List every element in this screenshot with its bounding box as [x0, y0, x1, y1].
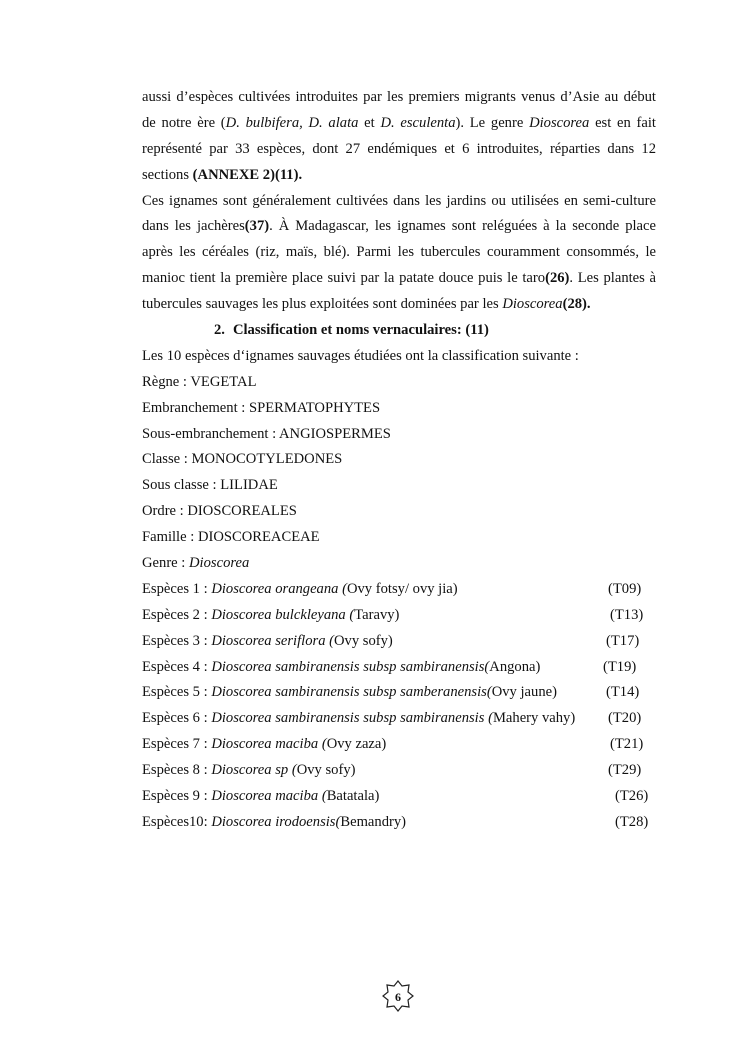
- species-label: Espèces10:: [142, 813, 212, 830]
- species-name: Dioscorea orangeana (: [211, 580, 347, 597]
- vernacular-name: Mahery vahy): [492, 710, 576, 727]
- species-name: Dioscorea sambiranensis subsp samberanensis(: [211, 684, 492, 701]
- taxonomy-label: Genre :: [142, 555, 190, 572]
- species-code: (T14): [606, 684, 640, 701]
- document-body: [142, 85, 656, 836]
- taxonomy-label: Famille :: [142, 529, 198, 546]
- species-label: Espèces 8 :: [142, 762, 212, 779]
- paragraph-2-line-3: après les céréales (riz, maïs, blé). Parmi les tubercules couramment consommés, le: [142, 244, 656, 261]
- vernacular-name: Ovy zaza): [326, 736, 387, 753]
- species-label: Espèces 1 :: [142, 580, 212, 597]
- taxonomy-row: [142, 447, 656, 473]
- taxonomy-row: [142, 396, 656, 422]
- paragraph-1-line-4: [142, 163, 656, 189]
- species-name: Dioscorea sambiranensis subsp sambiranensis (: [211, 710, 493, 727]
- taxonomy-value: ANGIOSPERMES: [279, 425, 391, 442]
- species-label: Espèces 5 :: [142, 684, 212, 701]
- species-row: [142, 577, 656, 603]
- page-number-badge: [382, 980, 414, 1012]
- reference: (ANNEXE 2)(11).: [192, 166, 303, 183]
- paragraph-1-line-3: représenté par 33 espèces, dont 27 endémiques et 6 introduites, réparties dans 12: [142, 140, 656, 157]
- classification-intro: Les 10 espèces d‘ignames sauvages étudiées ont la classification suivante :: [142, 347, 579, 364]
- species-label: Espèces 2 :: [142, 606, 212, 623]
- species-code: (T09): [608, 580, 642, 597]
- species-name: D. esculenta: [380, 114, 456, 131]
- vernacular-name: Angona): [489, 658, 541, 675]
- species-row: [142, 629, 656, 655]
- text-span: de notre ère (: [142, 114, 226, 131]
- text-span: tubercules sauvages les plus exploitées sont dominées par les: [142, 296, 503, 313]
- paragraph-1-line-1: aussi d’espèces cultivées introduites par les premiers migrants venus d’Asie au début: [142, 89, 656, 105]
- paragraph-2-line-5: [142, 292, 656, 318]
- species-code: (T17): [606, 632, 640, 649]
- reference: (28).: [562, 296, 591, 313]
- page-number: 6: [395, 990, 401, 1004]
- taxonomy-row: [142, 370, 656, 396]
- vernacular-name: Ovy jaune): [491, 684, 557, 701]
- taxonomy-value: SPERMATOPHYTES: [248, 399, 381, 416]
- taxonomy-label: Classe :: [142, 451, 192, 468]
- section-number: 2.: [214, 322, 225, 339]
- species-name: Dioscorea seriflora (: [211, 632, 334, 649]
- taxonomy-value: VEGETAL: [190, 373, 257, 390]
- genus-name: Dioscorea: [502, 296, 563, 313]
- taxonomy-value: MONOCOTYLEDONES: [191, 451, 343, 468]
- paragraph-2-line-4: [142, 266, 656, 292]
- species-name: Dioscorea maciba (: [211, 788, 327, 805]
- vernacular-name: Batatala): [326, 788, 380, 805]
- species-row: [142, 680, 656, 706]
- text-span: manioc tient la première place suivi par la patate douce puis le taro: [142, 270, 546, 287]
- vernacular-name: Ovy sofy): [334, 632, 393, 649]
- text-span: et: [358, 114, 381, 131]
- species-row: [142, 732, 656, 758]
- vernacular-name: Ovy fotsy/ ovy jia): [346, 580, 458, 597]
- taxonomy-label: Ordre :: [142, 503, 188, 520]
- taxonomy-label: Sous classe :: [142, 477, 221, 494]
- genus-row: [142, 551, 656, 577]
- species-name: Dioscorea sambiranensis subsp sambiranensis(: [211, 658, 490, 675]
- species-name: Dioscorea bulckleyana (: [211, 606, 355, 623]
- species-row: [142, 758, 656, 784]
- text-span: sections: [142, 166, 193, 183]
- text-span: . À Madagascar, les ignames sont reléguées à la seconde place: [269, 218, 656, 235]
- species-label: Espèces 4 :: [142, 658, 212, 675]
- species-name: Dioscorea sp (: [211, 762, 297, 779]
- reference: (37): [244, 218, 270, 235]
- text-span: dans les jachères: [142, 218, 245, 235]
- reference: (26): [545, 270, 570, 287]
- vernacular-name: Taravy): [354, 606, 400, 623]
- species-code: (T26): [615, 788, 649, 805]
- species-row: [142, 603, 656, 629]
- text-span: est en fait: [589, 114, 656, 131]
- taxonomy-value: LILIDAE: [220, 477, 278, 494]
- species-label: Espèces 6 :: [142, 710, 212, 727]
- paragraph-2-line-2: [142, 214, 656, 240]
- taxonomy-row: [142, 525, 656, 551]
- species-name: Dioscorea irodoensis(: [211, 813, 341, 830]
- species-name: Dioscorea maciba (: [211, 736, 327, 753]
- vernacular-name: Bemandry): [340, 813, 407, 830]
- taxonomy-label: Règne :: [142, 373, 191, 390]
- taxonomy-value: DIOSCOREALES: [187, 503, 297, 520]
- species-code: (T21): [610, 736, 644, 753]
- species-row: [142, 655, 656, 681]
- section-title: Classification et noms vernaculaires: (11): [232, 322, 489, 339]
- species-label: Espèces 9 :: [142, 788, 212, 805]
- vernacular-name: Ovy sofy): [296, 762, 356, 779]
- taxonomy-row: [142, 499, 656, 525]
- species-code: (T28): [615, 813, 649, 830]
- taxonomy-label: Sous-embranchement :: [142, 425, 279, 442]
- species-code: (T13): [610, 606, 644, 623]
- species-row: [142, 784, 656, 810]
- text-span: . Les plantes à: [569, 270, 656, 287]
- taxonomy-row: [142, 422, 656, 448]
- taxonomy-label: Embranchement :: [142, 399, 249, 416]
- genus-name: Dioscorea: [529, 114, 590, 131]
- species-label: Espèces 7 :: [142, 736, 212, 753]
- species-row: [142, 706, 656, 732]
- section-heading: [142, 318, 656, 344]
- taxonomy-value: DIOSCOREACEAE: [197, 529, 320, 546]
- species-label: Espèces 3 :: [142, 632, 212, 649]
- paragraph-1-line-2: [142, 111, 656, 137]
- species-code: (T19): [603, 658, 637, 675]
- species-row: [142, 810, 656, 836]
- taxonomy-row: [142, 473, 656, 499]
- species-names: D. bulbifera, D. alata: [225, 114, 359, 131]
- text-span: ). Le genre: [455, 114, 530, 131]
- species-code: (T29): [608, 762, 642, 779]
- species-code: (T20): [608, 710, 642, 727]
- paragraph-2-line-1: Ces ignames sont généralement cultivées dans les jardins ou utilisées en semi-culture: [142, 192, 656, 209]
- taxonomy-value: Dioscorea: [189, 555, 250, 572]
